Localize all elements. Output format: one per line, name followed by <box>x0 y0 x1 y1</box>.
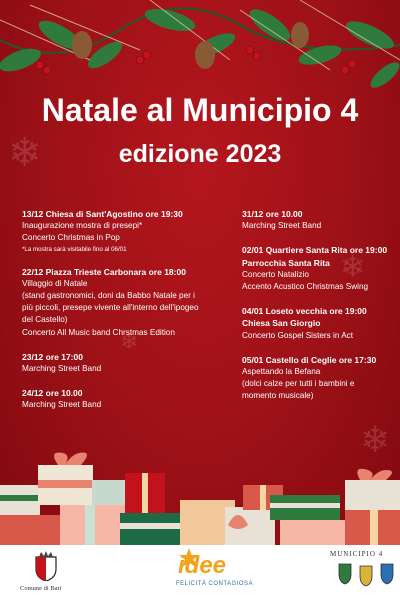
comune-crest-icon <box>34 551 58 581</box>
municipio-label: MUNICIPIO 4 <box>330 550 384 558</box>
event-line: Marching Street Band <box>22 400 102 410</box>
event-heading: 02/01 Quartiere Santa Rita ore 19:00 <box>242 245 388 256</box>
event-item <box>242 208 392 232</box>
event-venue: Parrocchia Santa Rita <box>242 257 330 268</box>
event-heading: 05/01 Castello di Ceglie ore 17:30 <box>242 354 377 365</box>
event-line: Marching Street Band <box>22 364 102 374</box>
event-heading: 31/12 ore 10.00 <box>242 209 303 219</box>
event-line: Marching Street Band <box>242 221 322 231</box>
event-item <box>242 354 392 403</box>
event-item <box>22 387 222 411</box>
event-line: Concerto Natalizio <box>242 269 309 279</box>
event-item <box>242 244 392 293</box>
idee-logo: idee <box>178 552 227 579</box>
events-left-column <box>22 208 222 424</box>
event-item <box>22 208 222 254</box>
gift-boxes-illustration <box>0 445 400 545</box>
event-item <box>242 305 392 342</box>
event-heading: 24/12 ore 10.00 <box>22 388 83 399</box>
idee-tagline: FELICITÀ CONTAGIOSA <box>176 581 254 587</box>
event-line: del Castello) <box>22 315 68 325</box>
event-heading: 04/01 Loseto vecchia ore 19:00 <box>242 306 367 317</box>
event-line: Concerto All Music band Chrstmas Edition <box>22 327 175 337</box>
poster-title: Natale al Municipio 4 <box>41 92 359 128</box>
event-line: Inaugurazione mostra di presepi* <box>22 221 143 231</box>
event-note: *La mostra sarà visitabile fino al 06/01 <box>22 245 127 253</box>
event-line: più piccoli, presepe vivente all'interno dell'ipogeo <box>22 303 199 313</box>
event-line: Villaggio di Natale <box>22 278 88 288</box>
event-heading: 13/12 Chiesa di Sant'Agostino ore 19:30 <box>22 209 183 219</box>
event-line: Accento Acustico Christmas Swing <box>242 282 369 292</box>
event-line: Concerto Gospel Sisters in Act <box>242 330 354 340</box>
event-heading: 23/12 ore 17:00 <box>22 351 83 362</box>
municipio-crests-icon <box>336 560 398 592</box>
event-line: Concerto Christmas in Pop <box>22 233 120 243</box>
event-item <box>22 351 222 375</box>
sponsor-logos-bar <box>0 545 400 600</box>
events-right-column <box>242 208 392 415</box>
event-line: (dolci calze per tutti i bambini e <box>242 379 355 389</box>
event-line: momento musicale) <box>242 391 314 401</box>
snowflake-icon: ❄ <box>8 130 42 176</box>
comune-label: Comune di Bari <box>20 585 62 592</box>
event-line: (stand gastronomici, doni da Babbo Natale per i <box>22 291 195 301</box>
event-venue: Chiesa San Giorgio <box>242 318 321 329</box>
event-line: Aspettando la Befana <box>242 367 321 377</box>
event-heading: 22/12 Piazza Trieste Carbonara ore 18:00 <box>22 266 186 277</box>
snowflake-icon: ❄ <box>120 330 139 355</box>
snowflake-icon: ❄ <box>360 420 391 461</box>
snowflake-icon: ❄ <box>340 250 366 285</box>
poster-subtitle: edizione 2023 <box>118 140 282 168</box>
event-item <box>22 266 222 339</box>
